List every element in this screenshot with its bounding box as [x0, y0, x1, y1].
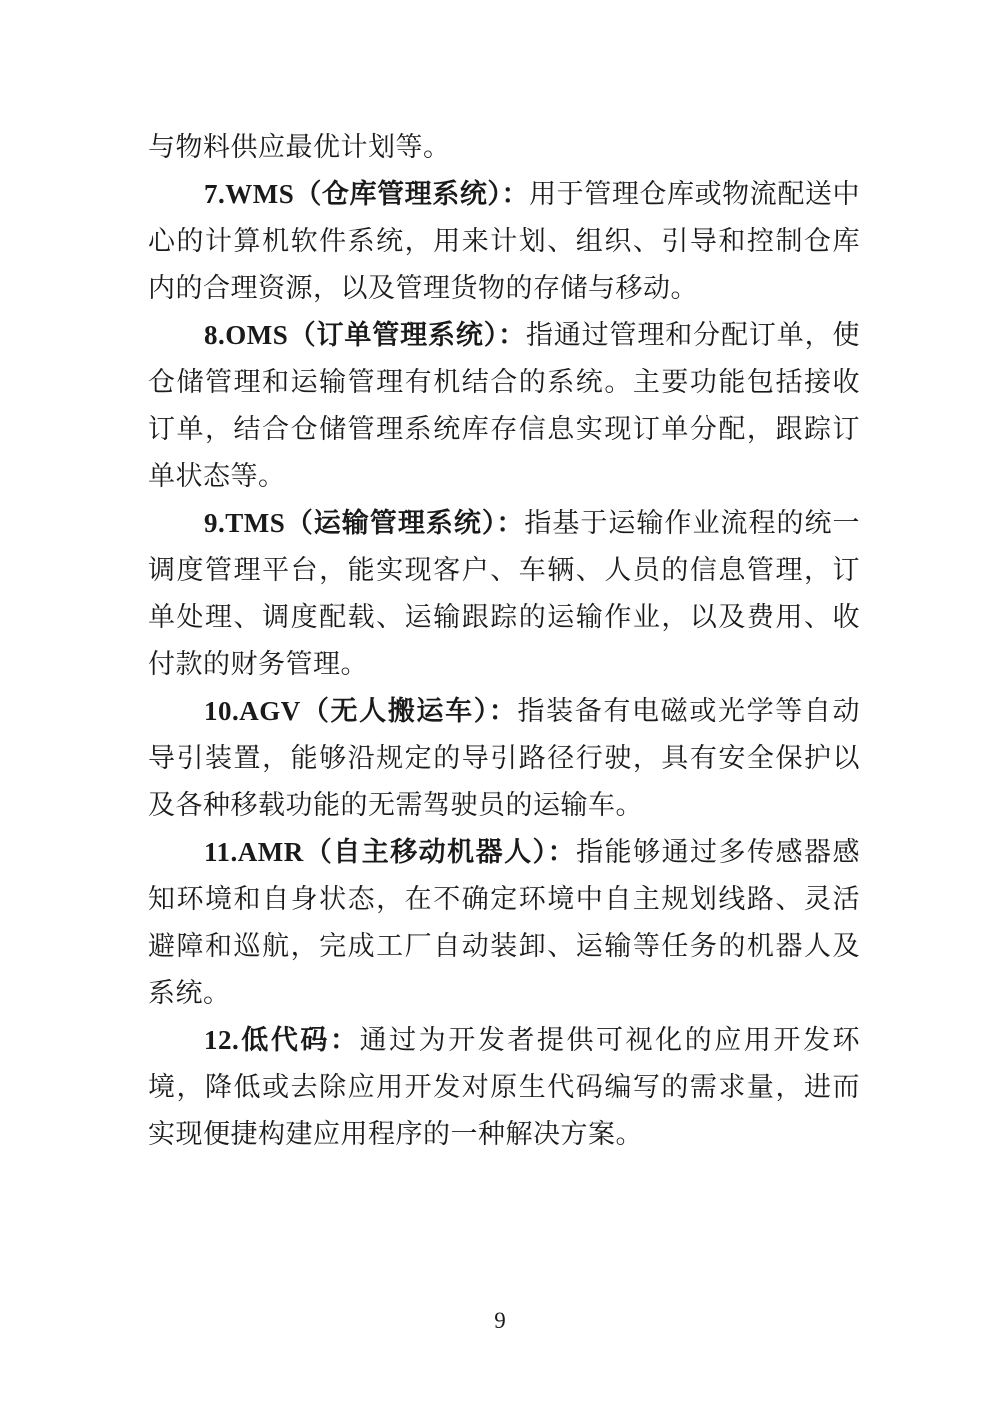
document-content [148, 124, 860, 1158]
term-lead-wms: 7.WMS（仓库管理系统）： [204, 179, 530, 209]
paragraph-lowcode [148, 1017, 860, 1158]
paragraph-text: 指装备有电磁或光学等自动导引装置，能够沿规定的导引路径行驶，具有安全保护以及各种移载功能的无需驾驶员的运输车。 [148, 696, 861, 820]
page-number: 9 [494, 1308, 506, 1333]
term-lead-tms: 9.TMS（运输管理系统）： [204, 508, 525, 538]
paragraph-agv [148, 688, 860, 829]
paragraph-amr [148, 829, 860, 1017]
paragraph-tms [148, 500, 860, 688]
term-lead-agv: 10.AGV（无人搬运车）： [204, 696, 518, 726]
paragraph-wms [148, 171, 860, 312]
paragraph-text: 指能够通过多传感器感知环境和自身状态，在不确定环境中自主规划线路、灵活避障和巡航，完成工厂自动装卸、运输等任务的机器人及系统。 [148, 837, 860, 1008]
paragraph-text: 与物料供应最优计划等。 [148, 132, 451, 162]
term-lead-amr: 11.AMR（自主移动机器人）： [204, 837, 577, 867]
paragraph-continuation [148, 124, 860, 171]
paragraph-text: 用于管理仓库或物流配送中心的计算机软件系统，用来计划、组织、引导和控制仓库内的合理资源，以及管理货物的存储与移动。 [148, 179, 861, 303]
term-lead-oms: 8.OMS（订单管理系统）： [204, 320, 526, 350]
paragraph-text: 通过为开发者提供可视化的应用开发环境，降低或去除应用开发对原生代码编写的需求量，进而实现便捷构建应用程序的一种解决方案。 [148, 1025, 861, 1149]
paragraph-text: 指通过管理和分配订单，使仓储管理和运输管理有机结合的系统。主要功能包括接收订单，结合仓储管理系统库存信息实现订单分配，跟踪订单状态等。 [148, 320, 860, 491]
term-lead-lowcode: 12.低代码： [204, 1025, 360, 1055]
paragraph-oms [148, 312, 860, 500]
page-footer [0, 1306, 1000, 1336]
paragraph-text: 指基于运输作业流程的统一调度管理平台，能实现客户、车辆、人员的信息管理，订单处理、调度配载、运输跟踪的运输作业，以及费用、收付款的财务管理。 [148, 508, 860, 679]
